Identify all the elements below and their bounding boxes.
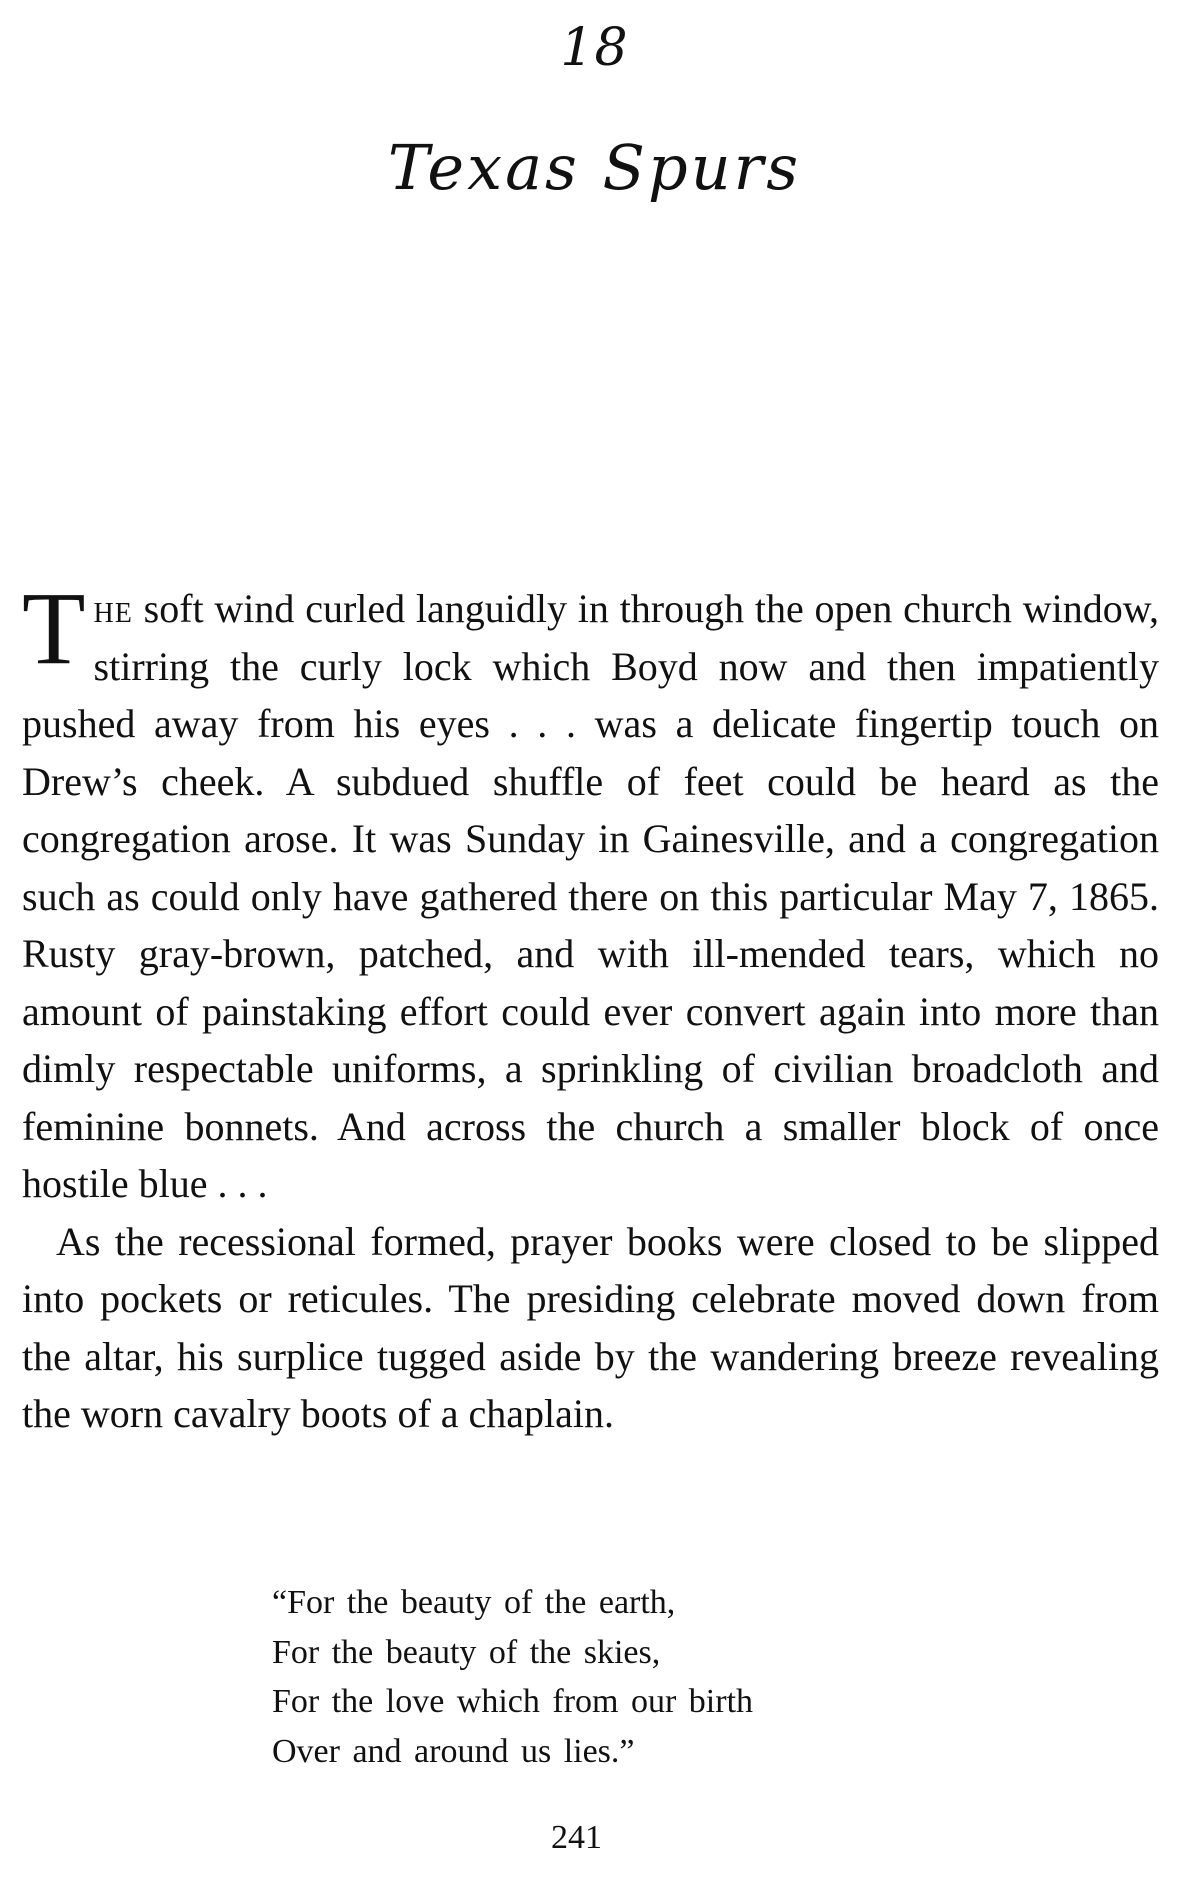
drop-cap: T [22,571,86,686]
chapter-body [22,571,1159,1443]
paragraph-2 [22,1213,1159,1443]
verse-line-2: For the beauty of the skies, [272,1633,661,1671]
paragraph-1 [22,571,1159,1213]
hymn-verse [272,1578,972,1776]
verse-line-1: “For the beauty of the earth, [272,1584,676,1621]
small-caps-opening: he [93,586,133,631]
paragraph-2-text: As the recessional formed, prayer books were closed to be slipped into pockets or reticules. The presiding celebrate moved down from the altar, his surplice tugged aside by the wandering breeze revealing the worn cavalry boots of a chaplain. [22,1218,1159,1436]
verse-line-3: For the love which from our birth [272,1683,754,1720]
chapter-number: 18 [560,18,629,78]
page-number: 241 [551,1819,602,1856]
verse-line-4: Over and around us lies.” [272,1732,635,1770]
chapter-title: Texas Spurs [387,131,802,204]
paragraph-1-text: soft wind curled languidly in through the open church window, stirring the curly lock which Boyd now and then impatiently pushed away from his eyes . . . was a delicate fingertip touch on Drew’s cheek. A subdued shuffle of feet could be heard as the congregation arose. It was Sunday in Gainesville, and a congregation such as could only have gathered there on this particular May 7, 1865. Rusty gray-brown, patched, and with ill-mended tears, which no amount of painstaking effort could ever convert again into more than dimly respectable uniforms, a sprinkling of civilian broadcloth and feminine bonnets. And across the church a smaller block of once hostile blue . . . [22,586,1159,1206]
